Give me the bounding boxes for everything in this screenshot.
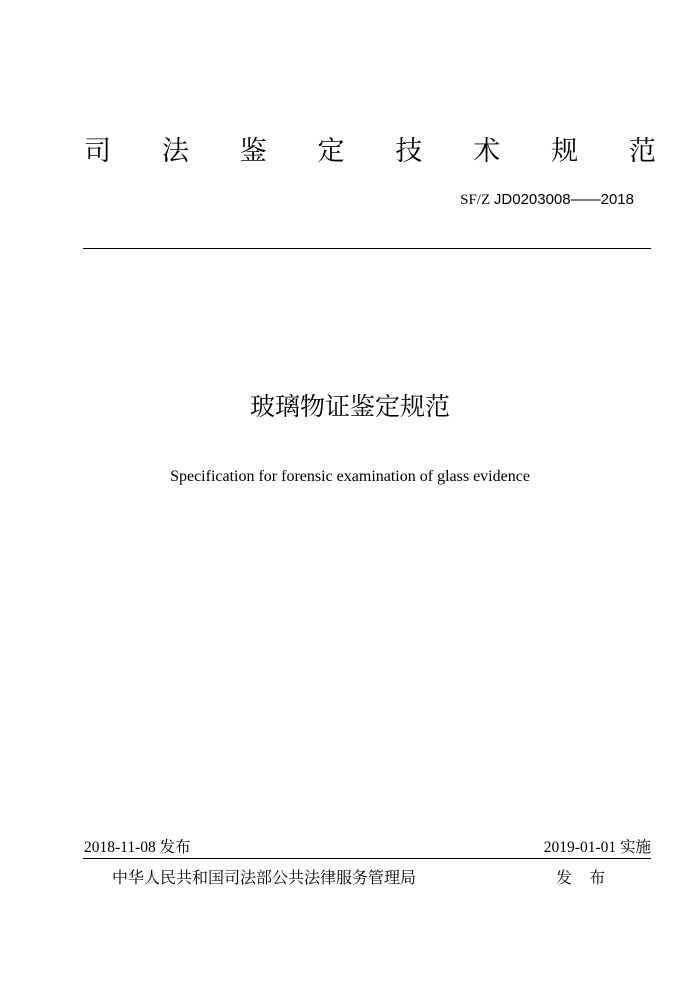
series-title-char: 术 [473, 136, 501, 167]
effective-date: 2019-01-01 实施 [543, 839, 651, 856]
document-title: 玻璃物证鉴定规范 [249, 392, 450, 421]
series-title [84, 134, 656, 170]
series-title-char: 范 [628, 136, 656, 167]
standard-code-number: JD0203008——2018 [493, 191, 634, 208]
issue-action: 发 布 [556, 868, 612, 887]
publish-date: 2018-11-08 发布 [84, 839, 191, 856]
standard-code [460, 190, 634, 210]
issuing-authority: 中华人民共和国司法部公共法律服务管理局 [112, 868, 417, 887]
publisher-line [112, 866, 612, 890]
footer-divider [83, 858, 651, 859]
series-title-char: 定 [317, 136, 345, 167]
document-subtitle-english: Specification for forensic examination of glass evidence [170, 468, 530, 485]
series-title-char: 规 [551, 136, 579, 167]
series-title-char: 技 [395, 136, 423, 167]
standard-code-prefix: SF/Z [460, 192, 491, 208]
series-title-char: 法 [161, 136, 189, 167]
series-title-char: 司 [84, 136, 111, 167]
header-divider [83, 248, 651, 249]
series-title-char: 鉴 [239, 136, 267, 167]
